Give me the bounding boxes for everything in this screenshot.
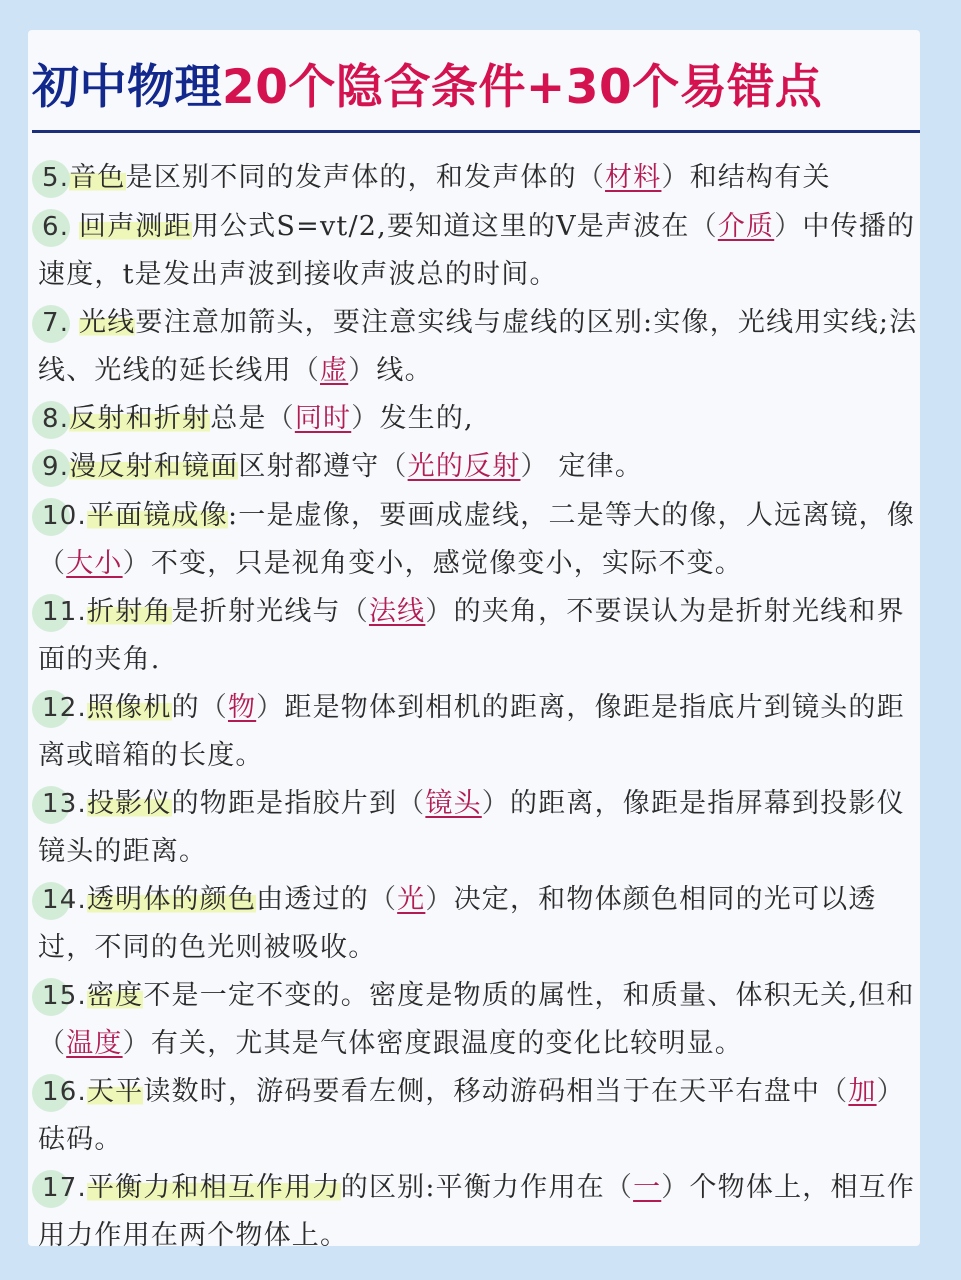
bracket-close: ）: [661, 1171, 690, 1203]
item-text: 不是一定不变的。密度是物质的属性，和质量、体积无关,但和: [143, 979, 915, 1011]
list-item: [38, 1164, 918, 1260]
item-keyword: 回声测距: [79, 210, 192, 242]
bracket-close: ）: [425, 595, 454, 627]
item-answer: 光的反射: [407, 451, 521, 482]
bracket-close: ）: [351, 402, 380, 434]
bracket-close: ）: [774, 210, 803, 242]
item-keyword: 天平: [86, 1075, 144, 1107]
bracket-close: ）: [661, 162, 690, 193]
item-text: 砝码。: [38, 1124, 123, 1155]
item-number: 9.: [38, 444, 69, 492]
list-item: [38, 299, 918, 395]
bracket-close: ）: [520, 451, 549, 482]
item-text: 线。: [376, 355, 433, 386]
bracket-close: ）: [876, 1075, 905, 1107]
item-text: 距是物体到相机的距离，像距是指底片到镜头的距离或暗箱的长度。: [38, 691, 905, 771]
item-answer: 一: [633, 1171, 662, 1203]
item-text: 决定，和物体颜色相同的光可以透过，不同的色光则被吸收。: [38, 883, 877, 963]
bracket-open: （: [379, 451, 408, 482]
list-item: [38, 588, 918, 684]
bracket-open: （: [340, 595, 369, 627]
items-list: [38, 154, 918, 1260]
item-number: 14.: [38, 877, 87, 925]
item-keyword: 透明体的颜色: [86, 883, 257, 915]
item-text: 是折射光线与: [171, 595, 341, 627]
bracket-close: ）: [122, 548, 151, 579]
bracket-open: （: [604, 1171, 634, 1203]
bracket-open: （: [820, 1075, 849, 1107]
item-number: 15.: [38, 973, 87, 1021]
item-text: 和结构有关: [689, 162, 831, 193]
title-part-2: 20个隐含条件+30个易错点: [222, 60, 823, 115]
item-number: 12.: [38, 685, 87, 733]
bracket-open: （: [368, 883, 398, 915]
bracket-open: （: [689, 210, 718, 242]
list-item: [38, 1068, 918, 1164]
item-answer: 温度: [66, 1028, 123, 1059]
title-part-1: 初中物理: [32, 60, 222, 115]
item-text: 是区别不同的发声体的，和发声体的: [125, 162, 577, 193]
item-number: 5.: [38, 155, 69, 203]
bracket-open: （: [266, 402, 295, 434]
bracket-open: （: [199, 691, 228, 723]
item-number: 17.: [38, 1165, 87, 1213]
bracket-open: （: [38, 548, 67, 579]
item-keyword: 平面镜成像: [86, 499, 228, 531]
item-answer: 材料: [605, 162, 662, 193]
item-text: 的物距是指胶片到: [171, 787, 398, 819]
list-item: [38, 876, 918, 972]
item-keyword: 光线: [79, 306, 136, 338]
item-text: 区射都遵守: [238, 451, 380, 482]
item-number: 11.: [38, 589, 87, 637]
item-answer: 物: [227, 691, 257, 723]
item-keyword: 密度: [86, 979, 144, 1011]
item-text: 的距离，像距是指屏幕到投影仪镜头的距离。: [38, 787, 905, 867]
item-text: 的区别:平衡力作用在: [340, 1171, 605, 1203]
item-number: 16.: [38, 1069, 87, 1117]
item-keyword: 平衡力和相互作用力: [86, 1171, 341, 1203]
item-keyword: 音色: [69, 162, 126, 193]
item-number: 10.: [38, 493, 87, 541]
item-answer: 加: [848, 1075, 877, 1107]
item-text: 发生的,: [379, 402, 474, 434]
bracket-close: ）: [122, 1028, 151, 1059]
item-number: 8.: [38, 396, 69, 444]
item-answer: 光: [397, 883, 426, 915]
bracket-open: （: [397, 787, 426, 819]
bracket-close: ）: [425, 883, 454, 915]
list-item: [38, 780, 918, 876]
item-text: 读数时，游码要看左侧，移动游码相当于在天平右盘中: [143, 1075, 821, 1107]
item-number: 13.: [38, 781, 87, 829]
item-text: 定律。: [548, 451, 644, 482]
list-item: [38, 395, 918, 444]
bracket-open: （: [576, 162, 606, 193]
item-number: 6.: [38, 204, 69, 252]
item-text: 中传播的速度，t是发出声波到接收声波总的时间。: [38, 210, 916, 290]
title-underline: [32, 130, 920, 133]
item-keyword: 投影仪: [86, 787, 172, 819]
item-keyword: 折射角: [86, 595, 172, 627]
item-text: 总是: [210, 402, 267, 434]
item-text: 个物体上，相互作用力作用在两个物体上。: [38, 1171, 916, 1251]
list-item: [38, 203, 918, 299]
item-answer: 介质: [717, 210, 775, 242]
bracket-close: ）: [348, 355, 377, 386]
item-keyword: 反射和折射: [69, 402, 211, 434]
item-text: 用公式S=vt/2,要知道这里的V是声波在: [191, 210, 690, 242]
item-answer: 法线: [368, 595, 426, 627]
bracket-open: （: [291, 355, 321, 386]
item-answer: 同时: [294, 402, 352, 434]
item-text: 有关，尤其是气体密度跟温度的变化比较明显。: [150, 1028, 744, 1059]
bracket-close: ）: [256, 691, 285, 723]
list-item: [38, 972, 918, 1068]
item-text: 的: [171, 691, 200, 723]
list-item: [38, 154, 918, 203]
bracket-close: ）: [481, 787, 510, 819]
list-item: [38, 492, 918, 588]
item-answer: 镜头: [425, 787, 482, 819]
item-text: :一是虚像，要画成虚线，二是等大的像，人远离镜，像: [227, 499, 916, 531]
item-text: 不变，只是视角变小，感觉像变小，实际不变。: [150, 548, 744, 579]
note-card: [28, 30, 920, 1251]
item-text: 由透过的: [256, 883, 369, 915]
item-answer: 大小: [66, 548, 123, 579]
item-text: 的夹角，不要误认为是折射光线和界面的夹角.: [38, 595, 905, 675]
list-item: [38, 443, 918, 492]
item-keyword: 漫反射和镜面: [69, 451, 239, 482]
item-keyword: 照像机: [86, 691, 172, 723]
item-text: 要注意加箭头，要注意实线与虚线的区别:实像，光线用实线;法线、光线的延长线用: [38, 306, 918, 386]
page-title: [32, 48, 922, 128]
list-item: [38, 684, 918, 780]
item-number: 7.: [38, 300, 69, 348]
bracket-open: （: [38, 1028, 67, 1059]
item-answer: 虚: [320, 355, 349, 386]
